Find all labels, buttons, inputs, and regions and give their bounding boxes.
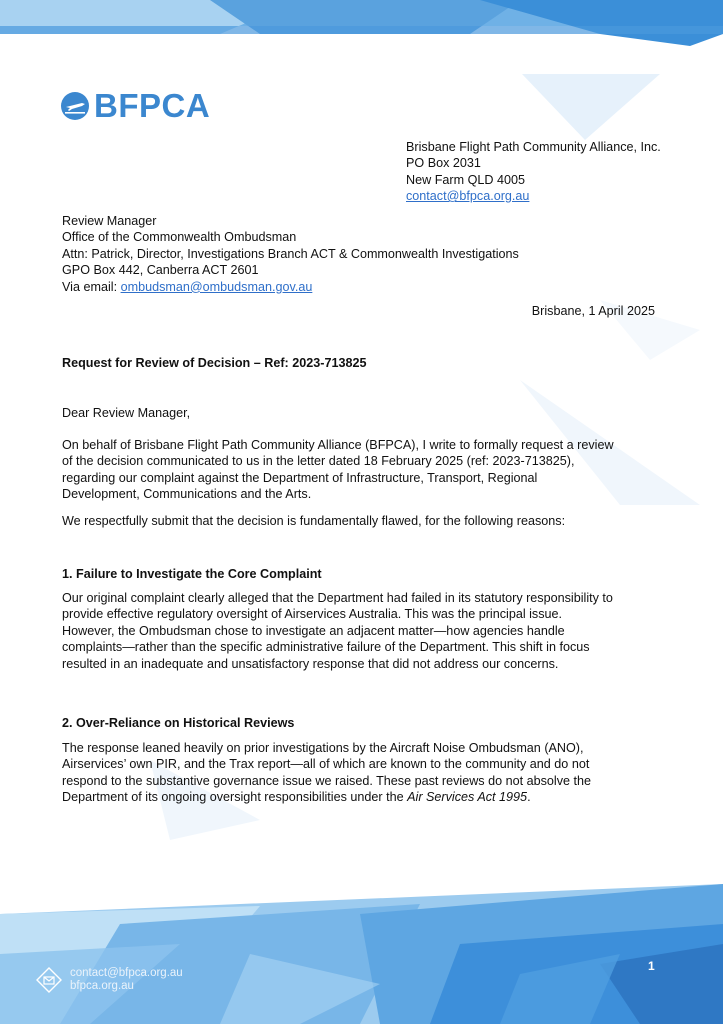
paragraph-line — [62, 789, 662, 805]
paragraph-line: resulted in an inadequate and unsatisfactory response that did not address our concerns. — [62, 656, 559, 671]
recipient-line: Review Manager — [62, 214, 157, 228]
recipient-line: Office of the Commonwealth Ombudsman — [62, 230, 297, 245]
recipient-address — [62, 213, 519, 295]
recipient-email-link[interactable]: ombudsman@ombudsman.gov.au — [120, 279, 313, 294]
bfpca-logo — [60, 86, 210, 126]
paragraph-line: On behalf of Brisbane Flight Path Community Alliance (BFPCA), I write to formally request a review — [62, 438, 614, 452]
paragraph-line: regarding our complaint against the Department of Infrastructure, Transport, Regional — [62, 470, 538, 485]
act-name: Air Services Act 1995 — [407, 790, 528, 805]
paragraph-line: Airservices’ own PIR, and the Trax report—all of which are known to the community and do not — [62, 757, 590, 772]
sender-line: Brisbane Flight Path Community Alliance, Inc. — [406, 140, 661, 154]
section-2-paragraph — [62, 740, 662, 806]
act-line-suffix: . — [527, 790, 531, 805]
sender-email-link[interactable]: contact@bfpca.org.au — [406, 189, 530, 204]
submission-paragraph: We respectfully submit that the decision is fundamentally flawed, for the following reasons: — [62, 514, 566, 528]
logo-wordmark: BFPCA — [94, 87, 211, 124]
section-1-heading: 1. Failure to Investigate the Core Complaint — [62, 567, 322, 581]
paragraph-line: provide effective regulatory oversight of Airservices Australia. This was the principal issue. — [62, 607, 563, 622]
paragraph-line: Development, Communications and the Arts. — [62, 487, 312, 502]
recipient-line: GPO Box 442, Canberra ACT 2601 — [62, 263, 259, 278]
mail-diamond-icon — [36, 967, 62, 993]
footer-website[interactable]: bfpca.org.au — [70, 980, 134, 992]
paragraph-line: respond to the substantive governance issue we raised. These past reviews do not absolve the — [62, 773, 592, 788]
section-1-paragraph — [62, 590, 662, 672]
page-number: 1 — [648, 959, 655, 973]
intro-paragraph — [62, 437, 662, 503]
section-2-heading: 2. Over-Reliance on Historical Reviews — [62, 716, 295, 730]
footer-band — [0, 884, 723, 1024]
email-prefix: Via email: — [62, 279, 121, 294]
paragraph-line: However, the Ombudsman chose to investigate an adjacent matter—how agencies handle — [62, 623, 565, 638]
sender-line: New Farm QLD 4005 — [406, 172, 525, 187]
paragraph-line: Our original complaint clearly alleged that the Department had failed in its statutory responsibility to — [62, 591, 613, 605]
recipient-email-row — [62, 279, 519, 295]
letter-subject: Request for Review of Decision – Ref: 2023-713825 — [62, 356, 367, 370]
plane-logo-icon — [60, 91, 90, 121]
sender-line: PO Box 2031 — [406, 156, 481, 171]
paragraph-line: complaints—rather than the specific administrative failure of the Department. This shift in focus — [62, 640, 590, 655]
letter-date: Brisbane, 1 April 2025 — [531, 304, 655, 318]
sender-address — [406, 139, 661, 205]
salutation: Dear Review Manager, — [62, 406, 191, 420]
act-line-prefix: Department of its ongoing oversight responsibilities under the — [62, 790, 408, 805]
footer-contact — [36, 967, 183, 993]
paragraph-line: of the decision communicated to us in the letter dated 18 February 2025 (ref: 2023-713825), — [62, 454, 575, 469]
paragraph-line: The response leaned heavily on prior investigations by the Aircraft Noise Ombudsman (ANO), — [62, 741, 584, 755]
recipient-line: Attn: Patrick, Director, Investigations Branch ACT & Commonwealth Investigations — [62, 246, 519, 261]
footer-email[interactable]: contact@bfpca.org.au — [70, 967, 183, 979]
